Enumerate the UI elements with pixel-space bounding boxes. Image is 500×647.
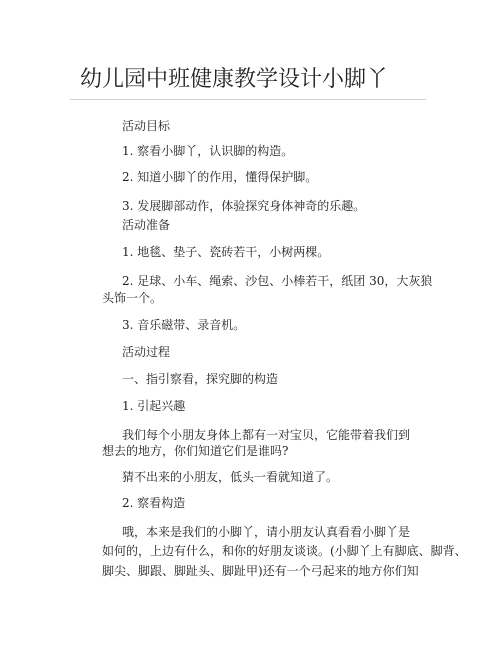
- paragraph-line: 哦，本来是我们的小脚丫，请小朋友认真看看小脚丫是: [122, 525, 411, 539]
- document-title: 幼儿园中班健康教学设计小脚丫: [80, 67, 389, 92]
- goal-item: 1. 察看小脚丫，认识脚的构造。: [122, 144, 294, 158]
- prep-item: 3. 音乐磁带、录音机。: [122, 318, 246, 332]
- paragraph-line: 猜不出来的小朋友，低头一看就知道了。: [122, 470, 339, 484]
- process-substep: 2. 察看构造: [122, 496, 186, 510]
- prep-heading: 活动准备: [122, 218, 171, 232]
- paragraph-line: 想去的地方，你们知道它们是谁吗?: [102, 444, 289, 458]
- goal-item: 2. 知道小脚丫的作用，懂得保护脚。: [122, 170, 318, 184]
- process-substep: 1. 引起兴趣: [122, 399, 186, 413]
- paragraph-line: 脚尖、脚跟、脚趾头、脚趾甲)还有一个弓起来的地方你们知: [102, 564, 419, 578]
- prep-item-continued: 头饰一个。: [102, 291, 163, 305]
- process-heading: 活动过程: [122, 345, 171, 359]
- title-divider: [70, 99, 426, 100]
- paragraph-line: 我们每个小朋友身体上都有一对宝贝，它能带着我们到: [122, 428, 411, 442]
- prep-item: 2. 足球、小车、绳索、沙包、小棒若干，纸团 30，大灰狼: [122, 274, 433, 288]
- prep-item: 1. 地毯、垫子、瓷砖若干，小树两棵。: [122, 245, 330, 259]
- goals-heading: 活动目标: [122, 119, 171, 133]
- paragraph-line: 如何的，上边有什么，和你的好朋友谈谈。(小脚丫上有脚底、脚背、: [102, 544, 467, 558]
- goal-item: 3. 发展脚部动作，体验探究身体神奇的乐趣。: [122, 199, 366, 213]
- process-step: 一、指引察看，探究脚的构造: [122, 372, 279, 386]
